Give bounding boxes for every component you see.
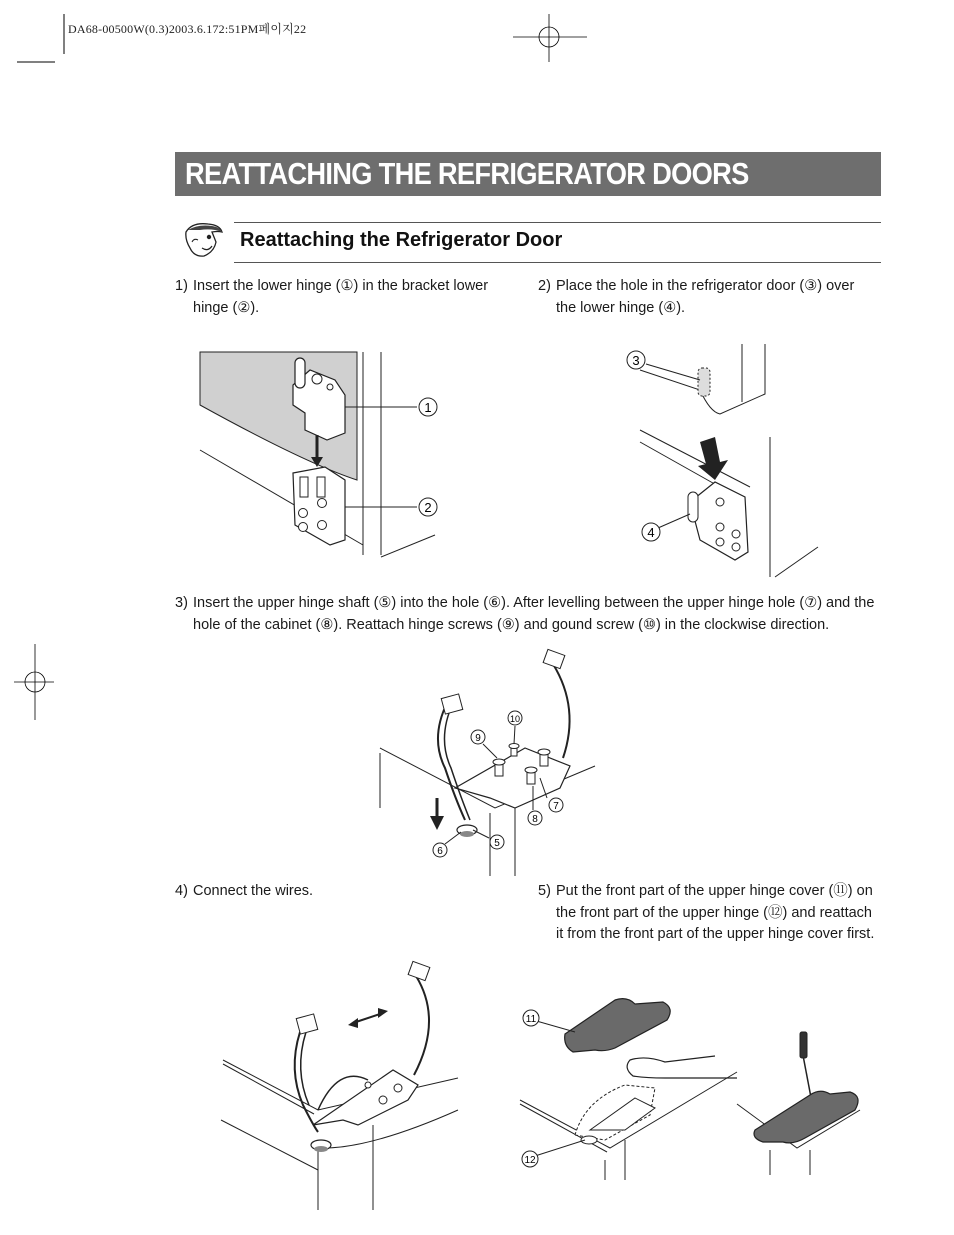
step-text: Insert the upper hinge shaft (⑤) into the hole (⑥). After levelling between the upper hinge hole (⑦) and the hole of the cabinet (⑧). Reattach hinge screws (⑨) and gound screw (⑩) in the clockwise direction. [193,595,875,633]
callout-label: 8 [532,814,538,825]
step-text: Place the hole in the refrigerator door (③) over the lower hinge (④). [556,278,855,316]
callout-label: 6 [437,846,443,857]
step-number: 3) [175,595,188,611]
title-bar [175,152,881,196]
print-header-code: DA68-00500W(0.3)2003.6.172:51PM페이지22 [68,22,307,36]
callout-label: 9 [475,733,481,744]
callout-8 [528,811,542,825]
callout-label: 3 [632,353,640,368]
callout-9 [471,730,485,744]
subtitle-rule-top [234,222,881,223]
callout-7 [549,798,563,812]
callout-12 [522,1151,538,1167]
section-subtitle: Reattaching the Refrigerator Door [240,229,563,251]
callout-6 [433,843,447,857]
step-number: 2) [538,278,551,294]
figure-connect-wires [218,960,468,1215]
figure-hinge-cover-attached [735,1030,865,1175]
figure-lower-hinge-bracket [195,345,455,567]
step-number: 5) [538,883,551,899]
callout-label: 10 [509,714,521,724]
subtitle-rule-bottom [234,262,881,263]
step-5 [538,881,883,946]
callout-label: 1 [424,400,432,415]
callout-label: 5 [494,838,500,849]
step-3 [175,593,885,636]
callout-label: 4 [647,525,655,540]
step-number: 4) [175,883,188,899]
callout-11 [523,1010,539,1026]
callout-3 [627,351,645,369]
callout-2 [419,498,437,516]
figure-upper-hinge-screws [375,648,605,880]
figure-hinge-cover-place [515,990,740,1180]
step-1 [175,276,515,319]
step-text: Connect the wires. [193,883,314,899]
registration-mark-left [14,644,54,720]
callout-10 [508,711,522,725]
step-number: 1) [175,278,188,294]
callout-label: 2 [424,500,432,515]
callout-4 [642,523,660,541]
callout-1 [419,398,437,416]
callout-label: 7 [553,801,559,812]
registration-mark-top [513,14,587,62]
cartoon-face-icon [182,218,230,260]
callout-label: 12 [524,1155,536,1166]
step-2 [538,276,878,319]
figure-door-over-lower-hinge [620,342,825,582]
callout-label: 11 [525,1014,537,1025]
step-text: Put the front part of the upper hinge cover (⑪) on the front part of the upper hinge (⑫) and reattach it from the front part of the upper hinge cover first. [556,883,875,942]
step-4 [175,881,515,903]
callout-5 [490,835,504,849]
step-text: Insert the lower hinge (①) in the bracket lower hinge (②). [193,278,489,316]
page-title: REATTACHING THE REFRIGERATOR DOORS [185,156,749,191]
